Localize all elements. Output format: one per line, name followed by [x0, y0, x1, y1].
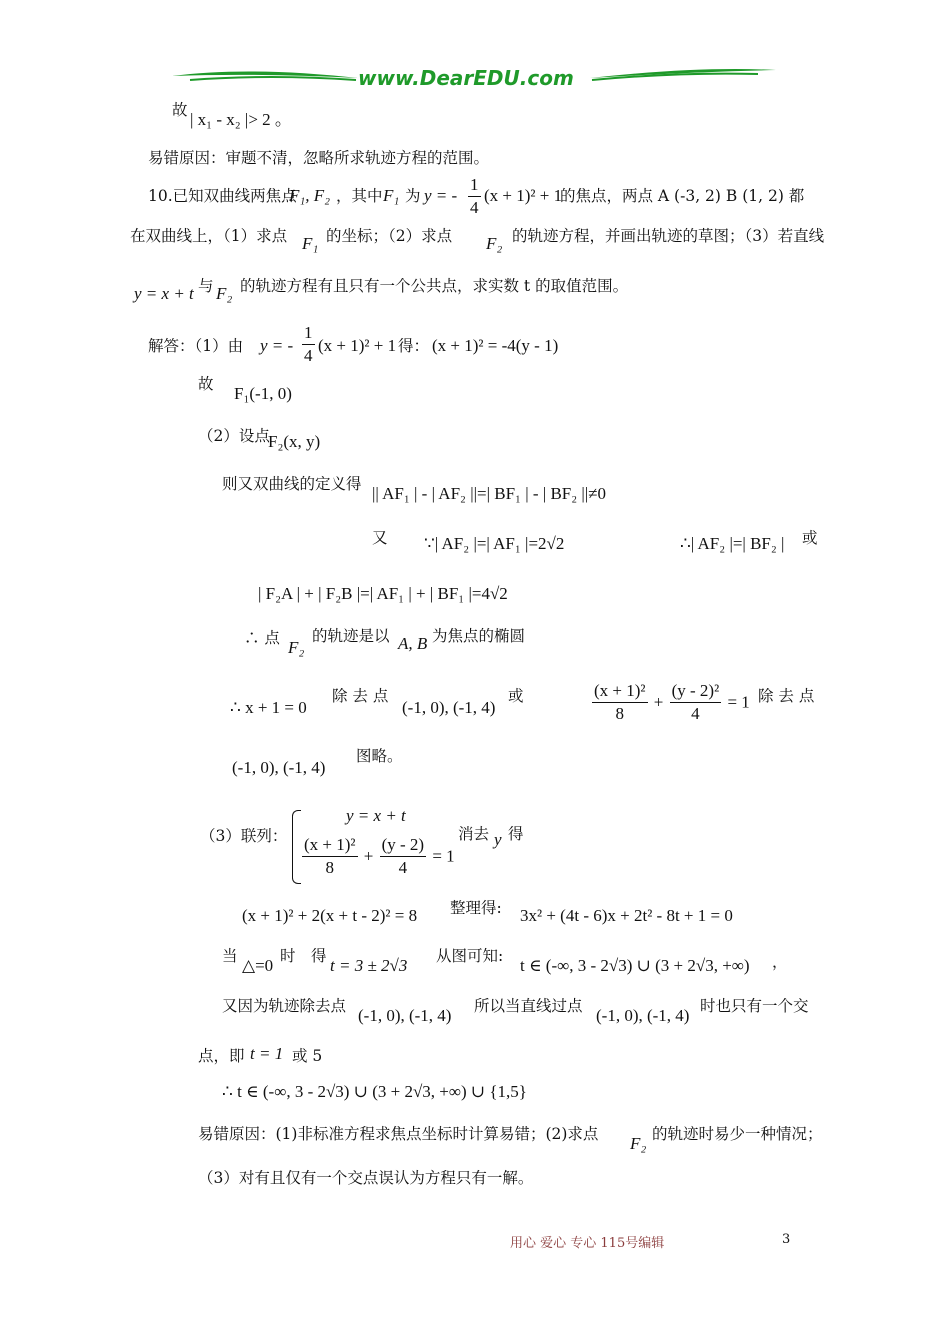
q10-line3-f2: F₂	[216, 284, 233, 303]
q10-line3-rest: 的轨迹方程有且只有一个公共点，求实数 t 的取值范围。	[240, 277, 629, 295]
q10-line2-f2: F₂	[486, 234, 503, 253]
ellipse-frac2-num: (y - 2)²	[670, 680, 722, 703]
ellipse-frac1-num: (x + 1)²	[592, 680, 648, 703]
sol3-t-values: t = 3 ± 2√3	[330, 956, 408, 975]
site-logo: www.DearEDU.com	[358, 66, 574, 90]
text-conclusion-prefix: 故	[172, 101, 188, 119]
sol1-f1-coord: F₁(-1, 0)	[234, 384, 292, 403]
sol3-point-ie: 点，即	[198, 1047, 245, 1065]
sys-frac1-den: 8	[325, 858, 334, 877]
q10-parabola-rest: (x + 1)² + 1	[484, 186, 563, 205]
sol3-when: 当	[222, 947, 238, 965]
sol2-sum-eq: | F₂A | + | F₂B |=| AF₁ | + | BF₁ |=4√2	[258, 584, 508, 603]
ellipse-plus: +	[653, 692, 664, 712]
sol2-points-2: (-1, 0), (-1, 4)	[232, 758, 326, 777]
text-error-reason-1: 易错原因：审题不清，忽略所求轨迹方程的范围。	[148, 149, 490, 167]
sol3-also-one: 时也只有一个交	[700, 997, 809, 1015]
sol2-or-2: 或	[508, 687, 524, 705]
sol3-system-ellipse	[300, 834, 455, 879]
q10-frac-num: 1	[468, 174, 481, 197]
footer-text: 用心 爱心 专心 115号编辑	[510, 1236, 665, 1251]
sol1-parabola-rest: (x + 1)² + 1	[318, 336, 397, 355]
q10-y-eq: y = -	[424, 186, 458, 205]
error-reason-2a: 易错原因：(1)非标准方程求焦点坐标时计算易错；(2)求点	[198, 1125, 599, 1143]
sol3-points-4: (-1, 0), (-1, 4)	[596, 1006, 690, 1025]
q10-text-is: 为	[405, 187, 421, 205]
error-reason-f2: F₂	[630, 1134, 647, 1153]
q10-frac-den: 4	[470, 198, 479, 217]
sol2-remove-2: 除 去 点	[758, 687, 815, 705]
sol2-also: 又	[372, 529, 388, 547]
sol3-delta: △=0	[242, 956, 274, 975]
q10-line3-with: 与	[198, 277, 214, 295]
header-swoosh-right	[588, 64, 778, 86]
sol2-locus-e: 为焦点的椭圆	[432, 627, 526, 645]
sys-plus: +	[363, 846, 374, 866]
error-reason-2b: 的轨迹时易少一种情况；	[652, 1125, 823, 1143]
sol1-fraction	[300, 322, 317, 367]
sol3-t-range: t ∈ (-∞, 3 - 2√3) ∪ (3 + 2√3, +∞)	[520, 956, 750, 975]
sol3-system-label: （3）联列：	[200, 827, 288, 845]
sol3-simplify: 整理得:	[450, 899, 502, 917]
formula-x-diff: | x₁ - x₂ |> 2 。	[190, 110, 292, 129]
q10-intro: 10.已知双曲线两焦点	[148, 187, 297, 205]
header-swoosh-left	[170, 64, 360, 86]
q10-fraction	[466, 174, 483, 219]
sol2-set-point: （2）设点	[198, 427, 270, 445]
sys-frac2-num: (y - 2)	[380, 834, 426, 857]
sol1-frac-num: 1	[302, 322, 315, 345]
error-reason-3: （3）对有且仅有一个交点误认为方程只有一解。	[198, 1169, 534, 1187]
sol2-definition: 则又双曲线的定义得	[222, 475, 362, 493]
sol1-result: (x + 1)² = -4(y - 1)	[432, 336, 559, 355]
sol2-locus-f2: F₂	[288, 638, 305, 657]
sol3-eliminate: 消去	[458, 825, 490, 843]
sol1-therefore: 故	[198, 375, 214, 393]
sol3-or-five: 或 5	[292, 1047, 323, 1065]
sol2-locus-ab: A, B	[398, 634, 428, 653]
sol2-line-x: ∴ x + 1 = 0	[230, 698, 307, 717]
sys-frac2-den: 4	[398, 858, 408, 877]
q10-line2-f1: F₁	[302, 234, 319, 253]
sol3-comma: ，	[772, 953, 788, 971]
sol2-definition-eq: || AF₁ | - | AF₂ ||=| BF₁ | - | BF₂ ||≠0	[372, 484, 607, 503]
sol3-combined-eq: (x + 1)² + 2(x + t - 2)² = 8	[242, 906, 418, 925]
sol2-figure-omitted: 图略。	[356, 747, 403, 765]
sol3-get: 得	[508, 825, 524, 843]
ellipse-eq-one: = 1	[727, 692, 750, 712]
q10-line2-e: 的轨迹方程，并画出轨迹的草图；（3）若直线	[512, 227, 825, 245]
sol1-y-eq: y = -	[260, 336, 294, 355]
sol3-t-one: t = 1	[250, 1044, 284, 1063]
sys-eq-one: = 1	[432, 846, 455, 866]
sol2-ellipse-eq	[590, 680, 750, 725]
page-number: 3	[782, 1232, 791, 1247]
sol2-remove-1: 除 去 点	[332, 687, 389, 705]
sol2-f2-xy: F₂(x, y)	[268, 432, 321, 451]
q10-line2-c: 的坐标；（2）求点	[326, 227, 453, 245]
sol2-locus-a: ∴ 点	[244, 629, 280, 647]
q10-line2-a: 在双曲线上，（1）求点	[130, 227, 288, 245]
sol3-final-answer: ∴ t ∈ (-∞, 3 - 2√3) ∪ (3 + 2√3, +∞) ∪ {1,5}	[222, 1082, 527, 1101]
sol1-get: 得：	[398, 337, 430, 355]
q10-text-among: ，其中	[336, 187, 383, 205]
sol3-then-get: 时 得	[280, 947, 327, 965]
q10-points-text: 的焦点，两点 A (-3, 2) B (1, 2) 都	[560, 187, 805, 205]
sol1-frac-den: 4	[304, 346, 313, 365]
ellipse-frac2-den: 4	[691, 704, 700, 723]
sol3-quadratic: 3x² + (4t - 6)x + 2t² - 8t + 1 = 0	[520, 906, 733, 925]
sol2-points-1: (-1, 0), (-1, 4)	[402, 698, 496, 717]
sol3-because-a: 又因为轨迹除去点	[222, 997, 347, 1015]
q10-line3-line: y = x + t	[134, 284, 194, 303]
sol2-locus-c: 的轨迹是以	[312, 627, 390, 645]
q10-foci: F₁, F₂	[289, 186, 331, 205]
sol1-label: 解答：（1）由	[148, 337, 244, 355]
ellipse-frac1-den: 8	[615, 704, 624, 723]
sol3-points-3: (-1, 0), (-1, 4)	[358, 1006, 452, 1025]
sol3-system-line: y = x + t	[346, 806, 406, 825]
sol2-because-eq: ∵| AF₂ |=| AF₁ |=2√2	[424, 534, 565, 553]
sol3-from-figure: 从图可知:	[436, 947, 504, 965]
sol3-eliminate-y: y	[494, 830, 502, 849]
sol2-or-1: 或	[802, 529, 818, 547]
q10-f1: F₁	[383, 186, 400, 205]
sys-frac1-num: (x + 1)²	[302, 834, 358, 857]
sol2-therefore-eq: ∴| AF₂ |=| BF₂ |	[680, 534, 785, 553]
sol3-so-when: 所以当直线过点	[474, 997, 583, 1015]
